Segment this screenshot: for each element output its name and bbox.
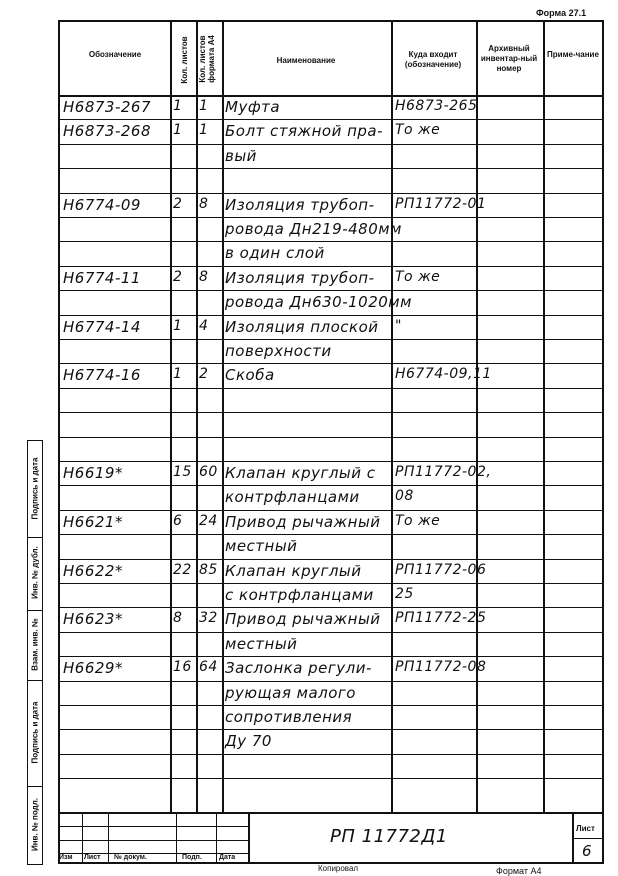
name-cell: вый [225, 146, 257, 165]
title-col-sign: Подп. [182, 854, 202, 861]
name-cell: Клапан круглый с [225, 464, 376, 482]
a4-cell: 4 [199, 317, 209, 334]
sheets-cell: 1 [173, 366, 183, 383]
header-sheets: Кол. листов [180, 36, 189, 84]
sheets-cell: 1 [173, 98, 183, 114]
name-cell: Клапан круглый [225, 561, 362, 580]
grid-line [58, 607, 604, 608]
grid-line [58, 729, 604, 730]
designation-cell: Н6623* [63, 610, 123, 629]
grid-line [58, 412, 604, 413]
grid-line [58, 437, 604, 438]
grid-line [543, 20, 545, 812]
designation-cell: Н6774-09 [63, 195, 141, 214]
grid-line [58, 656, 604, 657]
enters-into-cell: Н6873-265 [395, 98, 478, 114]
name-cell: Изоляция трубоп- [225, 195, 375, 214]
title-col-izm: Изм [59, 854, 73, 861]
form-label: Форма 27.1 [536, 8, 587, 18]
side-label-repl-no: Взам. инв. № [30, 618, 40, 671]
sheets-cell: 22 [173, 561, 192, 578]
side-label-orig-no: Инв. № подл. [30, 797, 40, 852]
title-col-doc: № докум. [114, 854, 147, 861]
grid-line [58, 461, 604, 462]
name-cell: рующая малого [225, 683, 356, 702]
sheet-frame [58, 20, 604, 864]
header-note: Приме-чание [547, 50, 599, 59]
name-cell: в один слой [225, 244, 325, 263]
sheets-cell: 1 [173, 317, 183, 334]
grid-line [58, 534, 604, 535]
header-name: Наименование [276, 56, 336, 65]
sheets-cell: 16 [173, 659, 192, 676]
enters-into-cell: 25 [395, 586, 414, 602]
grid-line [58, 266, 604, 267]
grid-line [58, 778, 604, 779]
grid-line [170, 20, 172, 812]
a4-cell: 85 [199, 561, 218, 578]
name-cell: с контрфланцами [225, 586, 374, 604]
a4-cell: 8 [199, 195, 209, 212]
grid-line [58, 485, 604, 486]
grid-line [58, 241, 604, 242]
sheet-label: Лист [576, 824, 595, 833]
designation-cell: Н6774-14 [63, 317, 141, 336]
enters-into-cell: " [395, 317, 402, 334]
enters-into-cell: То же [395, 268, 441, 285]
grid-line [58, 510, 604, 511]
footer-format: Формат А4 [496, 866, 542, 876]
name-cell: Привод рычажный [225, 512, 381, 531]
header-sheets-a4: Кол. листов формата А4 [198, 35, 216, 83]
a4-cell: 60 [199, 464, 218, 480]
enters-into-cell: РП11772-08 [395, 659, 487, 676]
designation-cell: Н6621* [63, 512, 123, 531]
enters-into-cell: РП11772-25 [395, 610, 487, 627]
title-col-date: Дата [219, 854, 236, 861]
name-cell: ровода Дн219-480мм [225, 220, 402, 238]
grid-line [58, 681, 604, 682]
designation-cell: Н6622* [63, 561, 123, 580]
name-cell: Ду 70 [225, 732, 272, 751]
designation-cell: Н6774-11 [63, 268, 141, 287]
enters-into-cell: РП11772-01 [395, 195, 487, 212]
side-label-dupl-no: Инв. № дубл. [30, 546, 40, 599]
a4-cell: 64 [199, 659, 218, 676]
a4-cell: 8 [199, 268, 209, 285]
a4-cell: 24 [199, 512, 218, 529]
grid-line [58, 168, 604, 169]
sheet-number: 6 [582, 842, 593, 860]
enters-into-cell: Н6774-09,11 [395, 366, 492, 383]
sheets-cell: 2 [173, 195, 183, 212]
grid-line [58, 705, 604, 706]
sheets-cell: 1 [173, 122, 183, 139]
grid-line [58, 632, 604, 633]
sheets-cell: 15 [173, 464, 192, 480]
grid-line [58, 95, 604, 97]
a4-cell: 1 [199, 98, 209, 114]
header-designation: Обозначение [88, 50, 142, 59]
grid-line [58, 559, 604, 560]
grid-line [58, 583, 604, 584]
designation-cell: Н6619* [63, 464, 123, 482]
sheets-cell: 8 [173, 610, 183, 627]
grid-line [58, 315, 604, 316]
sheets-cell: 6 [173, 512, 183, 529]
sheets-cell: 2 [173, 268, 183, 285]
name-cell: сопротивления [225, 708, 353, 726]
designation-cell: Н6629* [63, 659, 123, 678]
grid-line [58, 388, 604, 389]
name-cell: Муфта [225, 98, 281, 116]
name-cell: Болт стяжной пра- [225, 122, 384, 141]
grid-line [58, 144, 604, 145]
name-cell: местный [225, 634, 298, 653]
header-enters-into: Куда входит (обозначение) [404, 50, 462, 69]
designation-cell: Н6774-16 [63, 366, 141, 385]
grid-line [58, 119, 604, 120]
grid-line [196, 20, 198, 812]
grid-line [58, 193, 604, 194]
name-cell: Заслонка регули- [225, 659, 372, 678]
title-col-list: Лист [84, 854, 101, 861]
a4-cell: 2 [199, 366, 209, 383]
name-cell: Изоляция трубоп- [225, 268, 375, 287]
name-cell: поверхности [225, 342, 332, 360]
side-label-sign-date-2: Подпись и дата [30, 701, 40, 764]
document-code: РП 11772Д1 [330, 826, 448, 847]
designation-cell: Н6873-267 [63, 98, 151, 116]
enters-into-cell: То же [395, 122, 441, 139]
name-cell: ровода Дн630-1020мм [225, 293, 412, 312]
header-archive-no: Архивный инвентар-ный номер [480, 44, 538, 73]
a4-cell: 32 [199, 610, 218, 627]
enters-into-cell: РП11772-06 [395, 561, 487, 578]
enters-into-cell: То же [395, 512, 441, 529]
grid-line [222, 20, 224, 812]
enters-into-cell: РП11772-02, [395, 464, 492, 480]
grid-line [476, 20, 478, 812]
grid-line [58, 363, 604, 364]
side-label-sign-date-1: Подпись и дата [30, 457, 40, 520]
designation-cell: Н6873-268 [63, 122, 151, 141]
a4-cell: 1 [199, 122, 209, 139]
footer-copied: Копировал [318, 864, 359, 873]
name-cell: Привод рычажный [225, 610, 381, 629]
enters-into-cell: 08 [395, 488, 414, 505]
name-cell: Изоляция плоской [225, 317, 379, 336]
grid-line [391, 20, 393, 812]
grid-line [58, 754, 604, 755]
grid-line [58, 339, 604, 340]
name-cell: Скоба [225, 366, 275, 385]
name-cell: местный [225, 537, 298, 556]
grid-line [58, 217, 604, 218]
name-cell: контрфланцами [225, 488, 360, 507]
grid-line [58, 290, 604, 291]
